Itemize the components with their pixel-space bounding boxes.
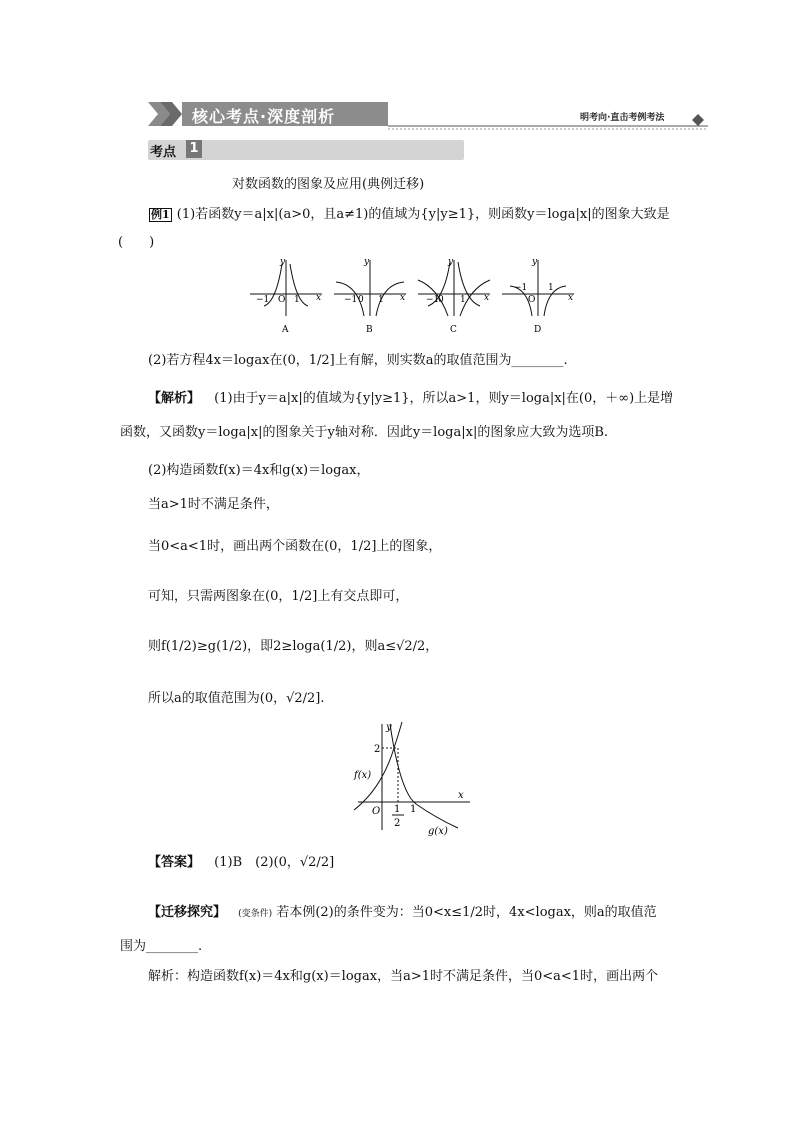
svg-text:−1: −1 xyxy=(344,295,358,305)
answer-label: 【答案】 xyxy=(148,855,201,870)
svg-text:O: O xyxy=(528,295,536,305)
solution-s2d: 可知，只需两图象在(0，1/2]上有交点即可， xyxy=(148,589,409,604)
svg-text:y: y xyxy=(532,257,538,267)
graph-tick-x-num: 1 xyxy=(394,804,401,815)
option-c-label: C xyxy=(450,325,457,335)
svg-text:x: x xyxy=(484,293,490,303)
transfer-text-b: 围为________. xyxy=(120,939,203,954)
solution-s2e: 则f(1/2)≥g(1/2)，即2≥loga(1/2)，则a≤√2/2， xyxy=(148,639,439,654)
graph-origin: O xyxy=(372,806,381,817)
svg-text:−1: −1 xyxy=(256,295,270,305)
option-b-label: B xyxy=(366,325,373,335)
solution-s2f: 所以a的取值范围为(0，√2/2]. xyxy=(148,691,325,706)
solution-s2b: 当a>1时不满足条件， xyxy=(148,497,279,512)
svg-text:1: 1 xyxy=(548,283,554,293)
svg-text:x: x xyxy=(400,293,406,303)
graph-tick-x-den: 2 xyxy=(394,818,401,829)
graph-y-label: y xyxy=(386,722,392,733)
example-q1 xyxy=(148,206,670,224)
svg-text:y: y xyxy=(448,257,454,267)
answer-line xyxy=(148,854,334,872)
graph-g-label: g(x) xyxy=(428,826,448,837)
example-q2: (2)若方程4x＝logax在(0，1/2]上有解，则实数a的取值范围为________. xyxy=(148,353,568,368)
svg-text:O: O xyxy=(278,295,286,305)
graph-b xyxy=(334,257,406,316)
svg-text:−1: −1 xyxy=(514,283,528,293)
svg-text:0: 0 xyxy=(438,295,444,305)
solution-label: 【解析】 xyxy=(148,391,201,406)
graph-c xyxy=(418,257,490,316)
solution-line-1 xyxy=(148,390,673,408)
graph-tick-y: 2 xyxy=(374,744,381,755)
svg-text:1: 1 xyxy=(460,295,466,305)
svg-text:1: 1 xyxy=(378,295,384,305)
graph-x-label: x xyxy=(458,790,464,801)
graph-tick-one: 1 xyxy=(410,804,417,815)
svg-text:1: 1 xyxy=(294,295,300,305)
svg-text:y: y xyxy=(364,257,370,267)
solution-s2c: 当0<a<1时，画出两个函数在(0，1/2]上的图象， xyxy=(148,539,442,554)
svg-text:x: x xyxy=(568,293,574,303)
header-banner xyxy=(148,100,708,130)
section-tag-label: 考点 xyxy=(150,145,177,160)
option-d-label: D xyxy=(534,325,542,335)
transfer-line-1 xyxy=(148,904,657,923)
svg-text:−1: −1 xyxy=(426,295,440,305)
graph-f-label: f(x) xyxy=(354,770,372,781)
svg-text:0: 0 xyxy=(358,295,364,305)
q1-paren: ( ) xyxy=(118,235,155,250)
option-graphs xyxy=(246,254,586,344)
transfer-label: 【迁移探究】 xyxy=(148,905,227,920)
transfer-text-a: 若本例(2)的条件变为：当0<x≤1/2时，4x<logax，则a的取值范 xyxy=(276,905,657,920)
banner-right-label: 明考向·直击考例考法 xyxy=(580,113,665,123)
transfer-tag: (变条件) xyxy=(238,909,273,919)
solution-s2a: (2)构造函数f(x)＝4x和g(x)＝logax， xyxy=(148,463,370,478)
analysis-text: 解析：构造函数f(x)＝4x和g(x)＝logax，当a>1时不满足条件，当0<a<1时，画出两个 xyxy=(148,969,659,984)
svg-text:x: x xyxy=(316,293,322,303)
section-tag-number: 1 xyxy=(186,140,202,158)
option-a-label: A xyxy=(282,325,289,335)
q1-text: (1)若函数y＝a|x|(a>0，且a≠1)的值域为{y|y≥1}，则函数y＝loga|x|的图象大致是 xyxy=(176,207,670,222)
section-tag-bar xyxy=(148,140,464,160)
function-graph xyxy=(346,718,476,838)
solution-s1a: (1)由于y＝a|x|的值域为{y|y≥1}，所以a>1，则y＝loga|x|在(0，＋∞)上是增 xyxy=(214,391,674,406)
graph-d xyxy=(502,257,574,316)
svg-text:y: y xyxy=(280,257,286,267)
solution-s1b: 函数，又函数y＝loga|x|的图象关于y轴对称．因此y＝loga|x|的图象应大致为选项B. xyxy=(120,425,609,440)
example-label: 例1 xyxy=(151,208,170,221)
section-title: 对数函数的图象及应用(典例迁移) xyxy=(232,177,425,192)
banner-title: 核心考点·深度剖析 xyxy=(192,107,336,126)
answer-text: (1)B (2)(0，√2/2] xyxy=(214,855,335,870)
graph-a xyxy=(250,257,322,316)
f-curve xyxy=(354,722,402,810)
